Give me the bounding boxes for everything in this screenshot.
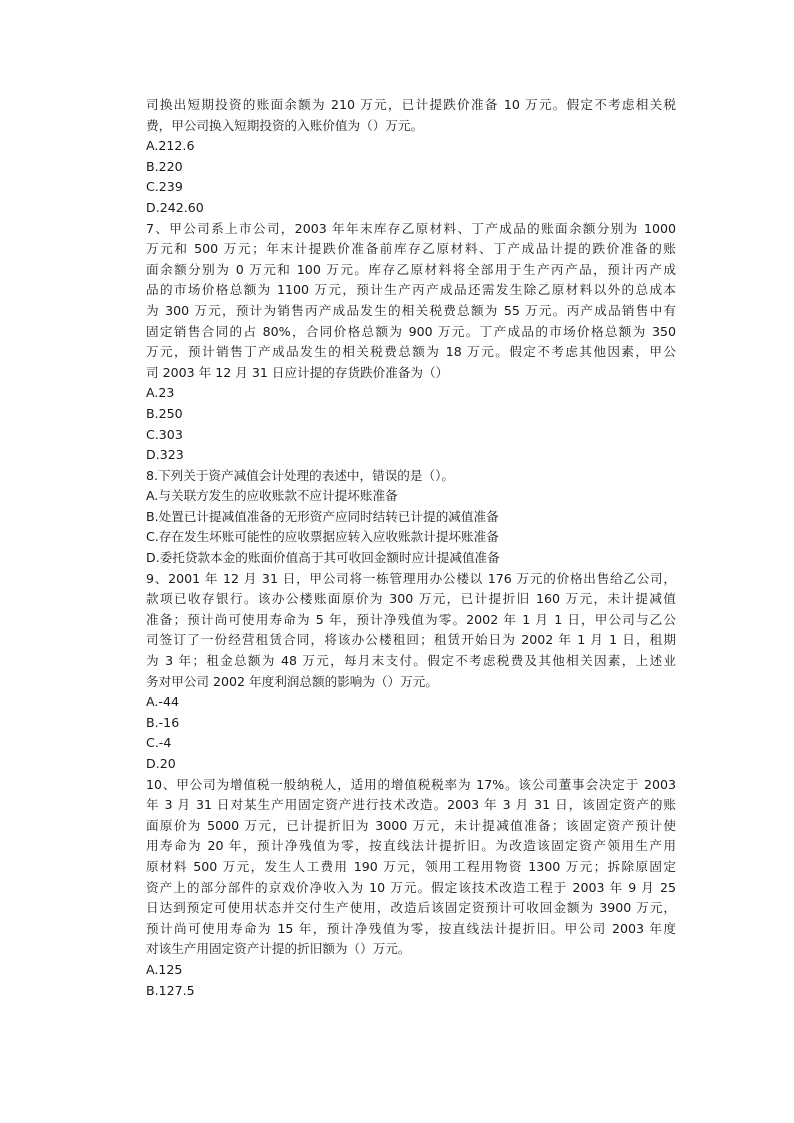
text-line: C.303	[146, 426, 183, 442]
document-body	[146, 95, 676, 1001]
text-line: A.212.6	[146, 138, 195, 154]
text-line: 原材料 500 万元，发生人工费用 190 万元，领用工程用物资 1300 万元；拆除原固定	[146, 858, 676, 874]
text-line: 万元，预计销售丁产成品发生的相关税费总额为 18 万元。假定不考虑其他因素，甲公	[146, 344, 676, 360]
text-line: 7、甲公司系上市公司，2003 年年末库存乙原材料、丁产成品的账面余额分别为 1000	[146, 220, 676, 236]
text-line: 10、甲公司为增值税一般纳税人，适用的增值税税率为 17%。该公司董事会决定于 2003	[146, 776, 676, 792]
text-line: 面原价为 5000 万元，已计提折旧为 3000 万元，未计提减值准备；该固定资产预计使	[146, 817, 676, 833]
text-line: C.-4	[146, 735, 172, 751]
text-line: B.250	[146, 405, 183, 421]
text-line: A.-44	[146, 694, 179, 710]
text-line: 年 3 月 31 日对某生产用固定资产进行技术改造。2003 年 3 月 31 日，该固定资产的账	[146, 797, 676, 813]
text-line: B.-16	[146, 714, 180, 730]
text-line: C.239	[146, 179, 183, 195]
text-line: 用寿命为 20 年，预计净残值为零，按直线法计提折旧。为改造该固定资产领用生产用	[146, 838, 676, 854]
text-line: 款项已收存银行。该办公楼账面原价为 300 万元，已计提折旧 160 万元，未计提减值	[146, 591, 676, 607]
text-line: A.与关联方发生的应收账款不应计提坏账准备	[146, 488, 398, 504]
text-line: 面余额分别为 0 万元和 100 万元。库存乙原材料将全部用于生产丙产品，预计丙产成	[146, 261, 676, 277]
text-line: B.处置已计提减值准备的无形资产应同时结转已计提的减值准备	[146, 508, 499, 524]
text-line: 费，甲公司换入短期投资的入账价值为（）万元。	[146, 117, 424, 133]
text-line: C.存在发生坏账可能性的应收票据应转入应收账款计提坏账准备	[146, 529, 499, 545]
text-line: 预计尚可使用寿命为 15 年，预计净残值为零，按直线法计提折旧。甲公司 2003 年度	[146, 920, 676, 936]
text-line: 8.下列关于资产减值会计处理的表述中，错误的是（）。	[146, 467, 454, 483]
text-line: D.323	[146, 447, 184, 463]
text-line: 司换出短期投资的账面余额为 210 万元，已计提跌价准备 10 万元。假定不考虑相关税	[146, 97, 676, 112]
text-line: D.242.60	[146, 199, 204, 215]
text-line: 司 2003 年 12 月 31 日应计提的存货跌价准备为（）	[146, 364, 449, 380]
text-line: A.23	[146, 385, 175, 401]
text-line: 为 300 万元，预计为销售丙产成品发生的相关税费总额为 55 万元。丙产成品销售中有	[146, 302, 676, 318]
text-line: D.20	[146, 756, 176, 771]
text-line: 日达到预定可使用状态并交付生产使用，改造后该固定资预计可收回金额为 3900 万元，	[146, 900, 676, 916]
text-line: B.127.5	[146, 982, 195, 998]
text-line: D.委托贷款本金的账面价值高于其可收回金额时应计提减值准备	[146, 550, 500, 566]
text-line: 对该生产用固定资产计提的折旧额为（）万元。	[146, 941, 411, 957]
text-line: 司签订了一份经营租赁合同，将该办公楼租回；租赁开始日为 2002 年 1 月 1 日，租期	[146, 632, 676, 648]
text-line: 准备；预计尚可使用寿命为 5 年，预计净残值为零。2002 年 1 月 1 日，甲公司与乙公	[146, 611, 676, 627]
text-line: 资产上的部分部件的京戏价净收入为 10 万元。假定该技术改造工程于 2003 年 9 月 25	[146, 879, 676, 895]
text-line: 务对甲公司 2002 年度利润总额的影响为（）万元。	[146, 673, 438, 689]
text-line: 固定销售合同的占 80%，合同价格总额为 900 万元。丁产成品的市场价格总额为 350	[146, 323, 676, 339]
text-line: B.220	[146, 158, 183, 174]
text-line: 为 3 年；租金总额为 48 万元，每月末支付。假定不考虑税费及其他相关因素，上述业	[146, 653, 676, 669]
text-line: 9、2001 年 12 月 31 日，甲公司将一栋管理用办公楼以 176 万元的价格出售给乙公司，	[146, 570, 676, 586]
text-line: A.125	[146, 961, 183, 977]
text-line: 万元和 500 万元；年末计提跌价准备前库存乙原材料、丁产成品计提的跌价准备的账	[146, 241, 676, 257]
text-line: 品的市场价格总额为 1100 万元，预计生产丙产成品还需发生除乙原材料以外的总成本	[146, 282, 676, 298]
